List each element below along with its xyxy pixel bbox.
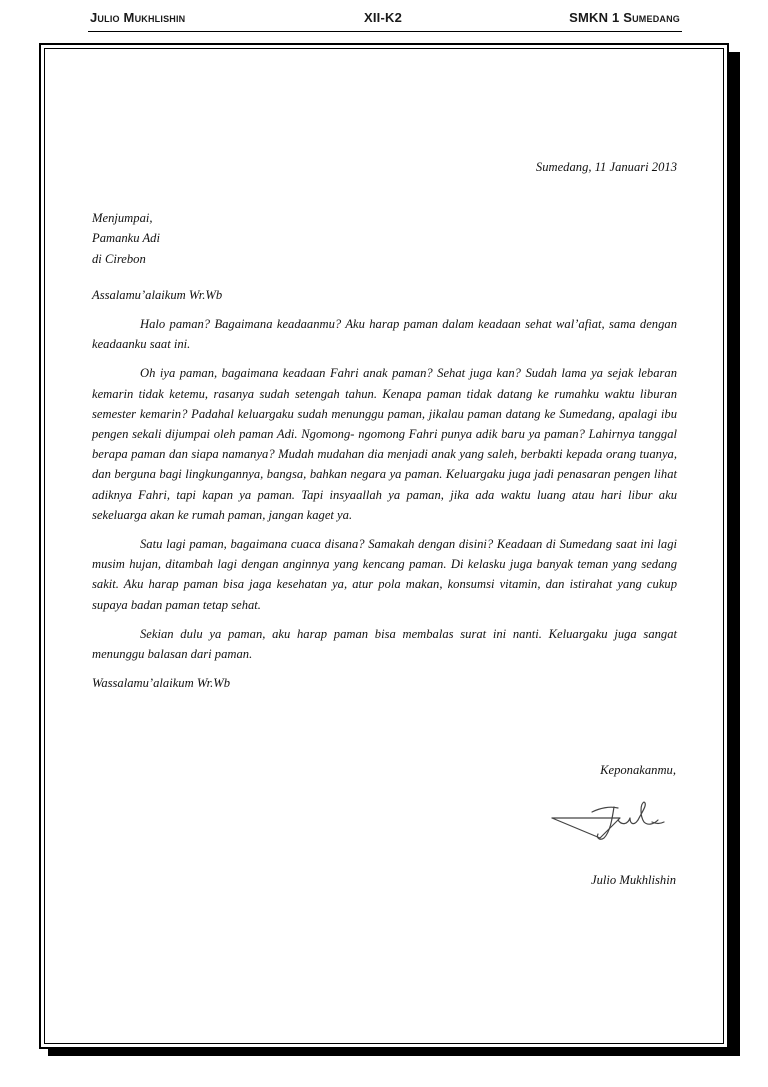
page-header [90, 10, 680, 30]
signer-name: Julio Mukhlishin [591, 873, 676, 887]
letter-body [92, 150, 677, 693]
letter-paragraph: Satu lagi paman, bagaimana cuaca disana? Samakah dengan disini? Keadaan di Sumedang saat ini lagi musim hujan, ditambah lagi dengan anginnya yang kencang paman. Di kelasku juga banyak teman yang sedang sakit. Aku harap paman bisa jaga kesehatan ya, atur pola makan, konsumsi vitamin, dan istirahat yang cukup supaya badan paman tetap sehat. [92, 537, 677, 612]
recipient-line: Menjumpai, [92, 211, 153, 226]
header-class: XII-K2 [364, 10, 403, 25]
letter-greeting: Assalamu’alaikum Wr.Wb [92, 287, 223, 302]
recipient-line: di Cirebon [92, 251, 146, 266]
header-school: SMKN 1 Sumedang [569, 10, 680, 25]
header-author-name: Julio Mukhlishin [90, 10, 186, 25]
recipient-block [92, 208, 677, 269]
recipient-line: Pamanku Adi [92, 231, 160, 246]
letter-paragraph: Oh iya paman, bagaimana keadaan Fahri anak paman? Sehat juga kan? Sudah lama ya sejak lebaran kemarin tidak ketemu, rasanya sudah setengah tahun. Kenapa paman tidak datang ke rumahku waktu liburan semester kemarin? Padahal keluargaku sudah menunggu paman, jikalau paman datang ke Sumedang, apalagi ibu pengen sekali dijumpai oleh paman Adi. Ngomong- ngomong Fahri punya adik baru ya paman? Lahirnya tanggal berapa paman dan siapa namanya? Mudah mudahan dia menjadi anak yang saleh, berbakti kepada orang tuanya, dan berguna bagi lingkungannya, bangsa, bahkan negara ya paman. Keluargaku juga jadi penasaran pengen lihat adiknya Fahri, tapi kapan ya paman. Tapi insyaallah ya paman, jika ada waktu luang atau hari libur aku sekeluarga akan ke rumah paman, jangan kaget ya. [92, 366, 677, 522]
letter-closing: Wassalamu’alaikum Wr.Wb [92, 676, 231, 691]
letter-paragraph: Sekian dulu ya paman, aku harap paman bisa membalas surat ini nanti. Keluargaku juga sangat menunggu balasan dari paman. [92, 626, 677, 662]
letter-date: Sumedang, 11 Januari 2013 [535, 160, 677, 174]
handwritten-signature [548, 798, 668, 846]
signoff: Keponakanmu, [600, 763, 676, 777]
header-divider [88, 31, 682, 32]
letter-paragraph: Halo paman? Bagaimana keadaanmu? Aku harap paman dalam keadaan sehat wal’afiat, sama dengan keadaanku saat ini. [92, 317, 677, 352]
